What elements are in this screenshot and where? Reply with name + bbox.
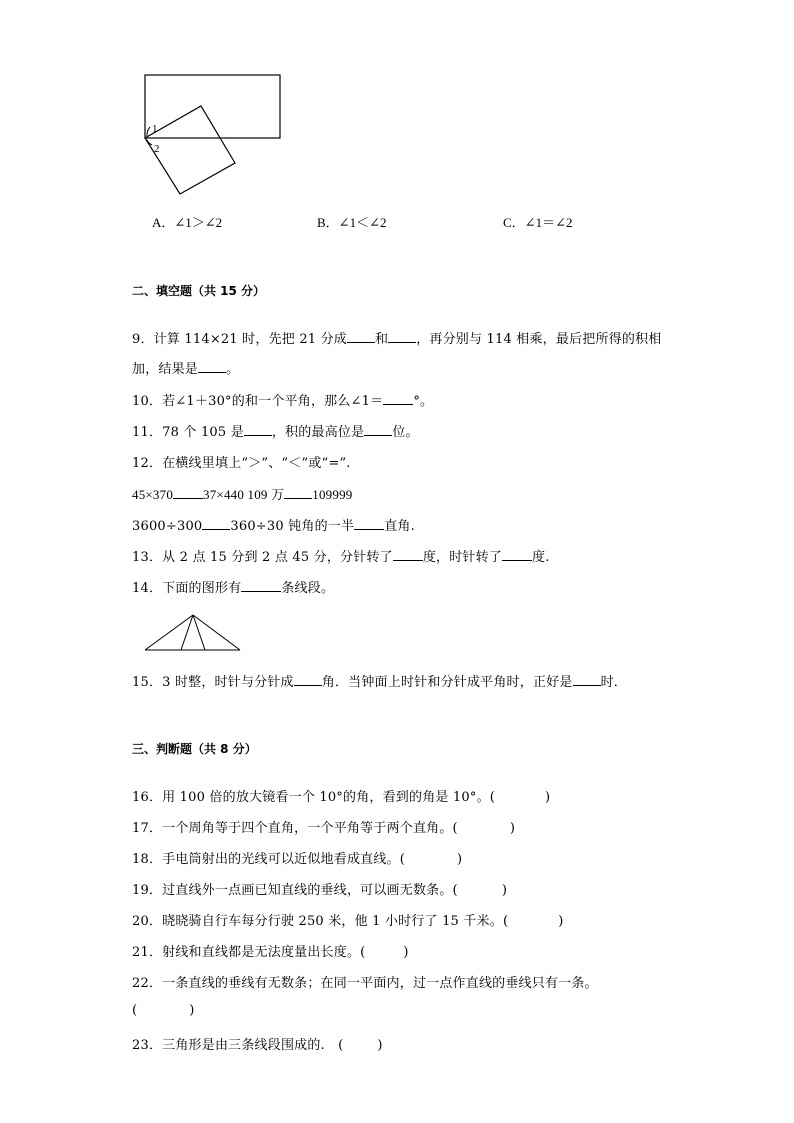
- q9-line1: 9．计算 114×21 时，先把 21 分成 和 ，再分别与 114 相乘，最后把所得的积相: [132, 332, 662, 347]
- q8-option-c: C．∠1＝∠2: [503, 215, 573, 230]
- q14: 14．下面的图形有 条线段。: [132, 581, 335, 596]
- q9-line2: 加，结果是 。: [132, 362, 240, 377]
- q15: 15．3 时整，时针与分针成 角．当钟面上时针和分针成平角时，正好是 时．: [132, 675, 627, 690]
- q8-option-a: A．∠1＞∠2: [152, 215, 223, 230]
- q9-blank3[interactable]: [198, 360, 226, 373]
- q12-blank3[interactable]: [202, 517, 230, 530]
- angle1-label: 1: [152, 123, 158, 135]
- section3-title: 三、判断题（共 8 分）: [132, 742, 257, 756]
- q10: 10．若∠1＋30°的和一个平角，那么∠1＝ °。: [132, 394, 434, 409]
- q13-blank1[interactable]: [393, 548, 423, 561]
- figure-rectangle: [145, 75, 280, 138]
- q12-blank4[interactable]: [354, 517, 384, 530]
- q19: 19．过直线外一点画已知直线的垂线，可以画无数条。( ): [132, 883, 508, 898]
- q15-blank1[interactable]: [294, 673, 322, 686]
- q11-blank2[interactable]: [364, 423, 392, 436]
- q11-blank1[interactable]: [244, 423, 272, 436]
- angle1-arc: [147, 127, 150, 136]
- q21: 21．射线和直线都是无法度量出长度。( ): [132, 945, 409, 960]
- section2-title: 二、填空题（共 15 分）: [132, 284, 266, 298]
- q12-row1: 45×370 37×440 109 万 109999: [132, 487, 353, 502]
- q13-blank2[interactable]: [502, 548, 532, 561]
- q17: 17．一个周角等于四个直角，一个平角等于两个直角。( ): [132, 821, 516, 836]
- q16: 16．用 100 倍的放大镜看一个 10°的角，看到的角是 10°。( ): [132, 790, 551, 805]
- q13: 13．从 2 点 15 分到 2 点 45 分，分针转了 度，时针转了 度.: [132, 550, 550, 565]
- q9-blank1[interactable]: [347, 330, 375, 343]
- q14-triangle-figure: [143, 612, 243, 654]
- q12-instruction: 12．在横线里填上“＞”、“＜”或“=”.: [132, 456, 351, 471]
- q14-blank[interactable]: [241, 579, 281, 592]
- q9-blank2[interactable]: [388, 330, 416, 343]
- angle2-label: 2: [154, 143, 160, 155]
- q8-angle-figure: [138, 70, 298, 200]
- q22-paren-line: ( ): [132, 1003, 195, 1018]
- q12-blank2[interactable]: [284, 486, 312, 499]
- q8-option-b: B．∠1＜∠2: [317, 215, 387, 230]
- q11: 11．78 个 105 是 ，积的最高位是 位。: [132, 425, 419, 440]
- q23: 23．三角形是由三条线段围成的. ( ): [132, 1038, 383, 1053]
- q18: 18．手电筒射出的光线可以近似地看成直线。( ): [132, 852, 463, 867]
- q10-blank[interactable]: [383, 392, 413, 405]
- q22: 22．一条直线的垂线有无数条；在同一平面内，过一点作直线的垂线只有一条。: [132, 976, 598, 991]
- q20: 20．晓晓骑自行车每分行驶 250 米，他 1 小时行了 15 千米。( ): [132, 914, 564, 929]
- q12-blank1[interactable]: [173, 486, 203, 499]
- q15-blank2[interactable]: [573, 673, 601, 686]
- q12-row2: 3600÷300 360÷30 钝角的一半 直角.: [132, 519, 415, 534]
